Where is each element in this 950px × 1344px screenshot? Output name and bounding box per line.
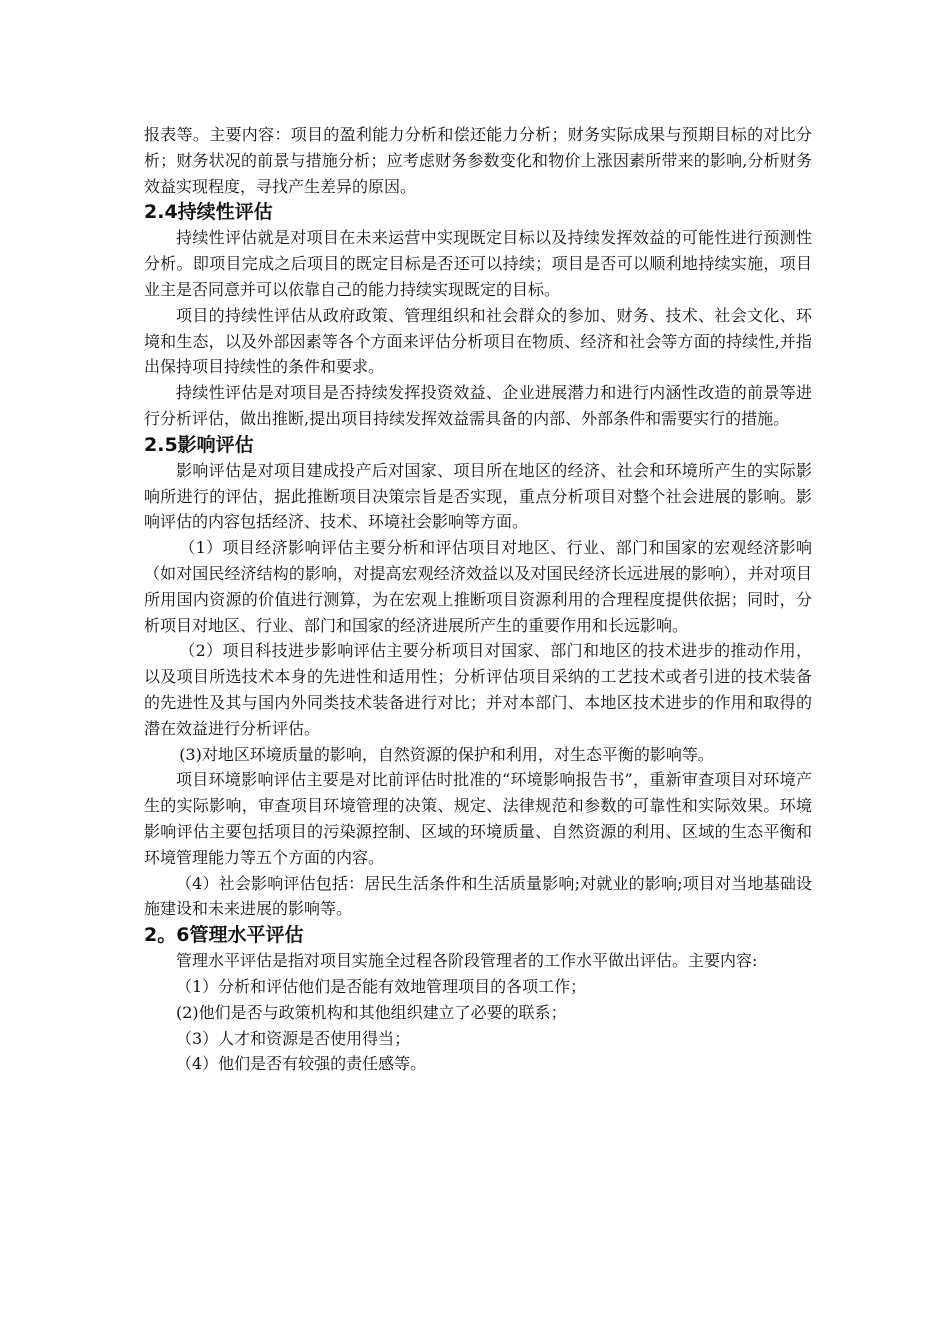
paragraph-environment-quality-impact: (3)对地区环境质量的影响，自然资源的保护和利用，对生态平衡的影响等。 — [179, 744, 714, 764]
paragraph-economic-impact: （1）项目经济影响评估主要分析和评估项目对地区、行业、部门和国家的宏观经济影响（如对国民经济结构的影响，对提高宏观经济效益以及对国民经济长远进展的影响），并对项目所用国内资源的价值进行测算，为在宏观上推断项目资源利用的合理程度提供依据；同时，分析项目对地区、行业、部门和国家的经济进展所产生的重要作用和长远影响。 — [144, 538, 812, 635]
paragraph-financial-evaluation-tail: 报表等。主要内容：项目的盈利能力分析和偿还能力分析；财务实际成果与预期目标的对比分析；财务状况的前景与措施分析；应考虑财务参数变化和物价上涨因素所带来的影响,分析财务效益实现程度，寻找产生差异的原因。 — [144, 125, 812, 196]
paragraph-sustainability-content: 持续性评估是对项目是否持续发挥投资效益、企业进展潜力和进行内涵性改造的前景等进行分析评估，做出推断,提出项目持续发挥效益需具备的内部、外部条件和需要实行的措施。 — [144, 383, 812, 428]
document-page — [144, 122, 812, 1077]
paragraph-management-definition: 管理水平评估是指对项目实施全过程各阶段管理者的工作水平做出评估。主要内容: — [176, 951, 758, 971]
paragraph-environmental-impact: 项目环境影响评估主要是对比前评估时批准的“环境影响报告书”，重新审查项目对环境产生的实际影响，审查项目环境管理的决策、规定、法律规范和参数的可靠性和实际效果。环境影响评估主要包括项目的污染源控制、区域的环境质量、自然资源的利用、区域的生态平衡和环境管理能力等五个方面的内容。 — [144, 770, 812, 867]
paragraph-impact-definition: 影响评估是对项目建成投产后对国家、项目所在地区的经济、社会和环境所产生的实际影响所进行的评估，据此推断项目决策宗旨是否实现，重点分析项目对整个社会进展的影响。影响评估的内容包括经济、技术、环境社会影响等方面。 — [144, 460, 812, 532]
paragraph-technology-impact: （2）项目科技进步影响评估主要分析项目对国家、部门和地区的技术进步的推动作用，以及项目所选技术本身的先进性和适用性；分析评估项目采纳的工艺技术或者引进的技术装备的先进性及其与国内外同类技术装备进行对比；并对本部门、本地区技术进步的作用和取得的潜在效益进行分析评估。 — [144, 641, 812, 738]
list-item: (2)他们是否与政策机构和其他组织建立了必要的联系； — [176, 1002, 567, 1022]
heading-impact-evaluation: 2.5影响评估 — [144, 433, 254, 456]
heading-management-evaluation: 2。6管理水平评估 — [144, 924, 304, 947]
list-item: （1）分析和评估他们是否能有效地管理项目的各项工作； — [176, 976, 587, 996]
paragraph-social-impact: （4）社会影响评估包括：居民生活条件和生活质量影响;对就业的影响;项目对当地基础设施建设和未来进展的影响等。 — [144, 873, 812, 919]
paragraph-sustainability-definition: 持续性评估就是对项目在未来运营中实现既定目标以及持续发挥效益的可能性进行预测性分析。即项目完成之后项目的既定目标是否还可以持续；项目是否可以顺利地持续实施，项目业主是否同意并可以依靠自己的能力持续实现既定的目标。 — [144, 228, 812, 299]
list-item: （4）他们是否有较强的责任感等。 — [176, 1054, 427, 1074]
list-item: （3）人才和资源是否使用得当； — [176, 1028, 411, 1048]
heading-sustainability-evaluation: 2.4持续性评估 — [144, 201, 273, 224]
paragraph-sustainability-aspects: 项目的持续性评估从政府政策、管理组织和社会群众的参加、财务、技术、社会文化、环境和生态，以及外部因素等各个方面来评估分析项目在物质、经济和社会等方面的持续性,并指出保持项目持续性的条件和要求。 — [144, 305, 812, 377]
